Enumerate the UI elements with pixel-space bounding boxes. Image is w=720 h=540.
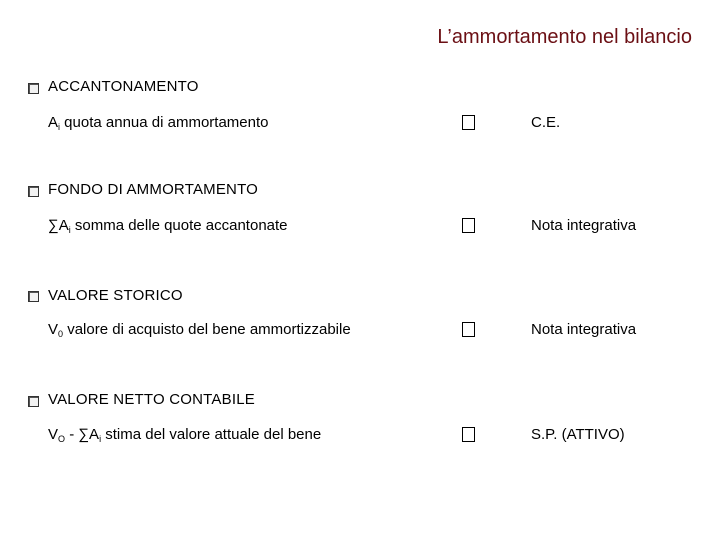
item-heading-valore-storico: VALORE STORICO — [48, 287, 183, 304]
item-destination-valore-netto: S.P. (ATTIVO) — [531, 426, 625, 443]
item-description-valore-netto: $V_O - \sum A_i$ stima del valore attuale del bene — [48, 426, 322, 444]
bullet-square-icon — [28, 83, 39, 94]
bullet-square-icon — [28, 291, 39, 302]
item-destination-accantonamento: C.E. — [531, 114, 561, 131]
item-description-accantonamento: $A_i$ quota annua di ammortamento — [48, 114, 269, 132]
arrow-box-icon — [462, 115, 475, 130]
arrow-box-icon — [462, 322, 475, 337]
arrow-box-icon — [462, 218, 475, 233]
item-description-fondo: $\sum A_i$ somma delle quote accantonate — [48, 217, 288, 235]
item-heading-fondo: FONDO DI AMMORTAMENTO — [48, 181, 259, 198]
page-title: L’ammortamento nel bilancio — [437, 26, 692, 48]
item-destination-fondo: Nota integrativa — [531, 217, 637, 234]
bullet-square-icon — [28, 186, 39, 197]
bullet-square-icon — [28, 396, 39, 407]
item-heading-valore-netto: VALORE NETTO CONTABILE — [48, 391, 255, 408]
item-heading-accantonamento: ACCANTONAMENTO — [48, 78, 199, 95]
arrow-box-icon — [462, 427, 475, 442]
item-destination-valore-storico: Nota integrativa — [531, 321, 637, 338]
item-description-valore-storico: $V_0$ valore di acquisto del bene ammortizzabile — [48, 321, 351, 339]
